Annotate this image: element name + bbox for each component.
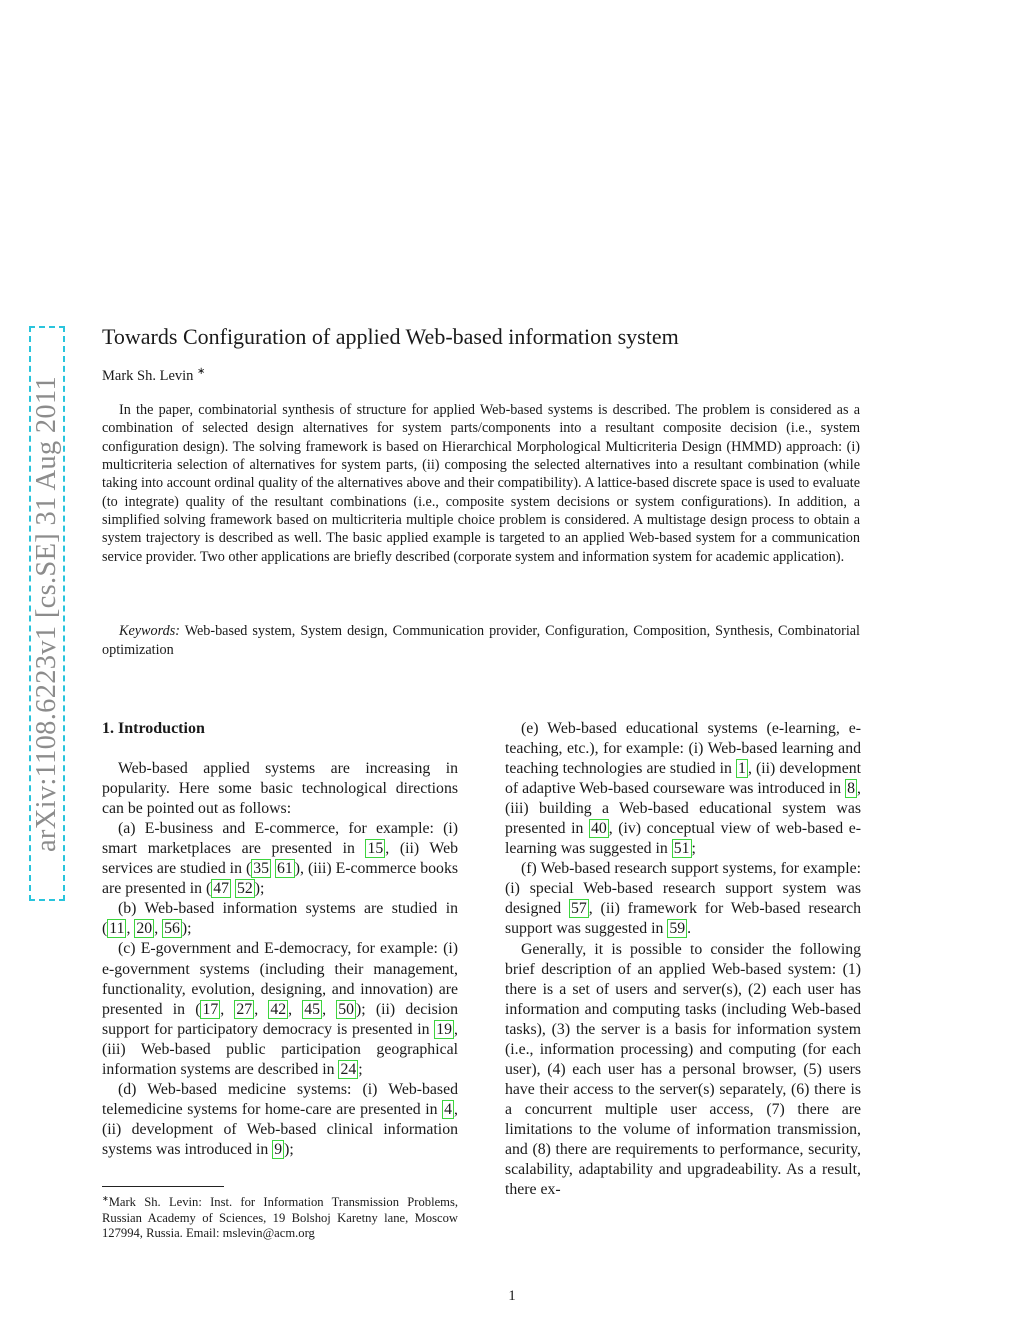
citation-link[interactable]: 45 [304, 1000, 321, 1018]
section-heading: 1. Introduction [102, 720, 205, 737]
abstract: In the paper, combinatorial synthesis of structure for applied Web-based systems is described. The problem is considered as a combination of selected design alternatives for system parts/components into a resultant composite decision (i.e., system configuration design). The solving framework is based on Hierarchical Morphological Multicriteria Design (HMMD) approach: (i) multicriteria selection of alternatives for system parts, (ii) composing the selected alternatives into a resultant combination (while taking into account ordinal quality of the alternatives above and their compatibility). A lattice-based discrete space is used to evaluate (to integrate) quality of the resultant combinations (i.e., composite system decisions or system configurations). In addition, a simplified solving framework based on multicriteria multiple choice problem is considered. A multistage design process to obtain a system trajectory is described as well. The basic applied example is targeted to an applied Web-based system for a communication service provider. Two other applications are briefly described (corporate system and information system for academic application). [102, 402, 860, 565]
citation-link[interactable]: 19 [436, 1020, 453, 1038]
arxiv-stamp-text: arXiv:1108.6223v1 [cs.SE] 31 Aug 2011 [31, 375, 63, 852]
citation-link[interactable]: 35 [253, 860, 269, 878]
paragraph-general: Generally, it is possible to consider the following brief description of an applied Web-based system: (1) there is a set of users and server(s), (2) each user has information and computing tasks (including Web-based tasks), (3) the server is a basis for information system (i.e., information processing) and computing (for each user), (4) each user has a personal browser, (5) users have their access to the server(s) separately, (6) there is a concurrent multiple user access, (7) there are limitations to the volume of information transmission, and (8) there are requirements to performance, security, scalability, adaptability and upgradeability. As a result, there ex- [505, 940, 861, 1199]
page-number: 1 [508, 1288, 516, 1304]
keywords-label: Keywords: [119, 623, 180, 639]
arxiv-stamp [29, 326, 65, 901]
citation-link[interactable]: 47 [213, 880, 230, 898]
citation-link[interactable]: 51 [673, 840, 690, 858]
citation-link[interactable]: 11 [109, 920, 125, 938]
citation-link[interactable]: 56 [164, 920, 180, 938]
citation-link[interactable]: 9 [274, 1140, 283, 1158]
paragraph-a: (a) E-business and E-commerce, for example: (i) smart marketplaces are presented in 15 , (ii) Web services are studied in ( 35 61 ), (iii) E-commerce books are presented in ( 47 52 ); [102, 820, 458, 898]
right-column [505, 719, 861, 1200]
author-footnote-mark[interactable]: ∗ [197, 366, 206, 377]
citation-link[interactable]: 61 [276, 860, 293, 878]
paragraph-intro: Web-based applied systems are increasing in popularity. Here some basic technological directions can be pointed out as follows: [102, 760, 458, 818]
citation-link[interactable]: 52 [236, 880, 253, 898]
citation-link[interactable]: 57 [570, 900, 587, 918]
paper-title: Towards Configuration of applied Web-based information system [102, 324, 679, 349]
footnote-rule [102, 1186, 224, 1187]
citation-link[interactable]: 24 [340, 1060, 357, 1078]
paragraph-c: (c) E-government and E-democracy, for example: (i) e-government systems (including their management, functionality, evolution, designing, and innovation) are presented in ( 17 , 27 , 42 , 45 , 50 ); (ii) decision support for participatory democracy is presented in 19 , (iii) Web-based public participation geographical information systems are described in 24 ; [102, 940, 458, 1078]
keywords-text: Web-based system, System design, Communication provider, Configuration, Composition, Synthesis, Combinatorial optimization [102, 623, 860, 658]
footnote [102, 1191, 458, 1242]
paragraph-d: (d) Web-based medicine systems: (i) Web-based telemedicine systems for home-care are presented in 4 , (ii) development of Web-based clinical information systems was introduced in 9 ); [102, 1080, 458, 1158]
footnote-text: Mark Sh. Levin: Inst. for Information Transmission Problems, Russian Academy of Sciences, 19 Bolshoj Karetny lane, Moscow 127994, Russia. Email: mslevin@acm.org [102, 1195, 458, 1241]
citation-link[interactable]: 1 [738, 760, 746, 778]
citation-link[interactable]: 8 [847, 780, 856, 798]
citation-link[interactable]: 20 [136, 920, 153, 938]
author-name: Mark Sh. Levin [102, 367, 194, 384]
paragraph-b: (b) Web-based information systems are studied in ( 11 , 20 , 56 ); [102, 900, 458, 938]
paragraph-f: (f) Web-based research support systems, for example: (i) special Web-based research support system was designed 57 , (ii) framework for Web-based research support was suggested in 59 . [505, 860, 861, 938]
left-column [102, 719, 458, 1160]
author-line [102, 366, 205, 385]
citation-link[interactable]: 42 [270, 1000, 287, 1018]
citation-link[interactable]: 59 [669, 920, 686, 938]
footnote-mark: ∗ [102, 1194, 109, 1203]
citation-link[interactable]: 40 [590, 820, 607, 838]
citation-link[interactable]: 17 [202, 1000, 219, 1018]
citation-link[interactable]: 27 [236, 1000, 253, 1018]
citation-link[interactable]: 50 [338, 1000, 354, 1018]
keywords [102, 622, 860, 659]
citation-link[interactable]: 15 [367, 840, 384, 858]
paragraph-e: (e) Web-based educational systems (e-learning, e-teaching, etc.), for example: (i) Web-based learning and teaching technologies are studied in 1 , (ii) development of adaptive Web-based courseware was introduced in 8 , (iii) building a Web-based educational system was presented in 40 , (iv) conceptual view of web-based e-learning was suggested in 51 ; [505, 720, 861, 858]
citation-link[interactable]: 4 [444, 1100, 453, 1118]
